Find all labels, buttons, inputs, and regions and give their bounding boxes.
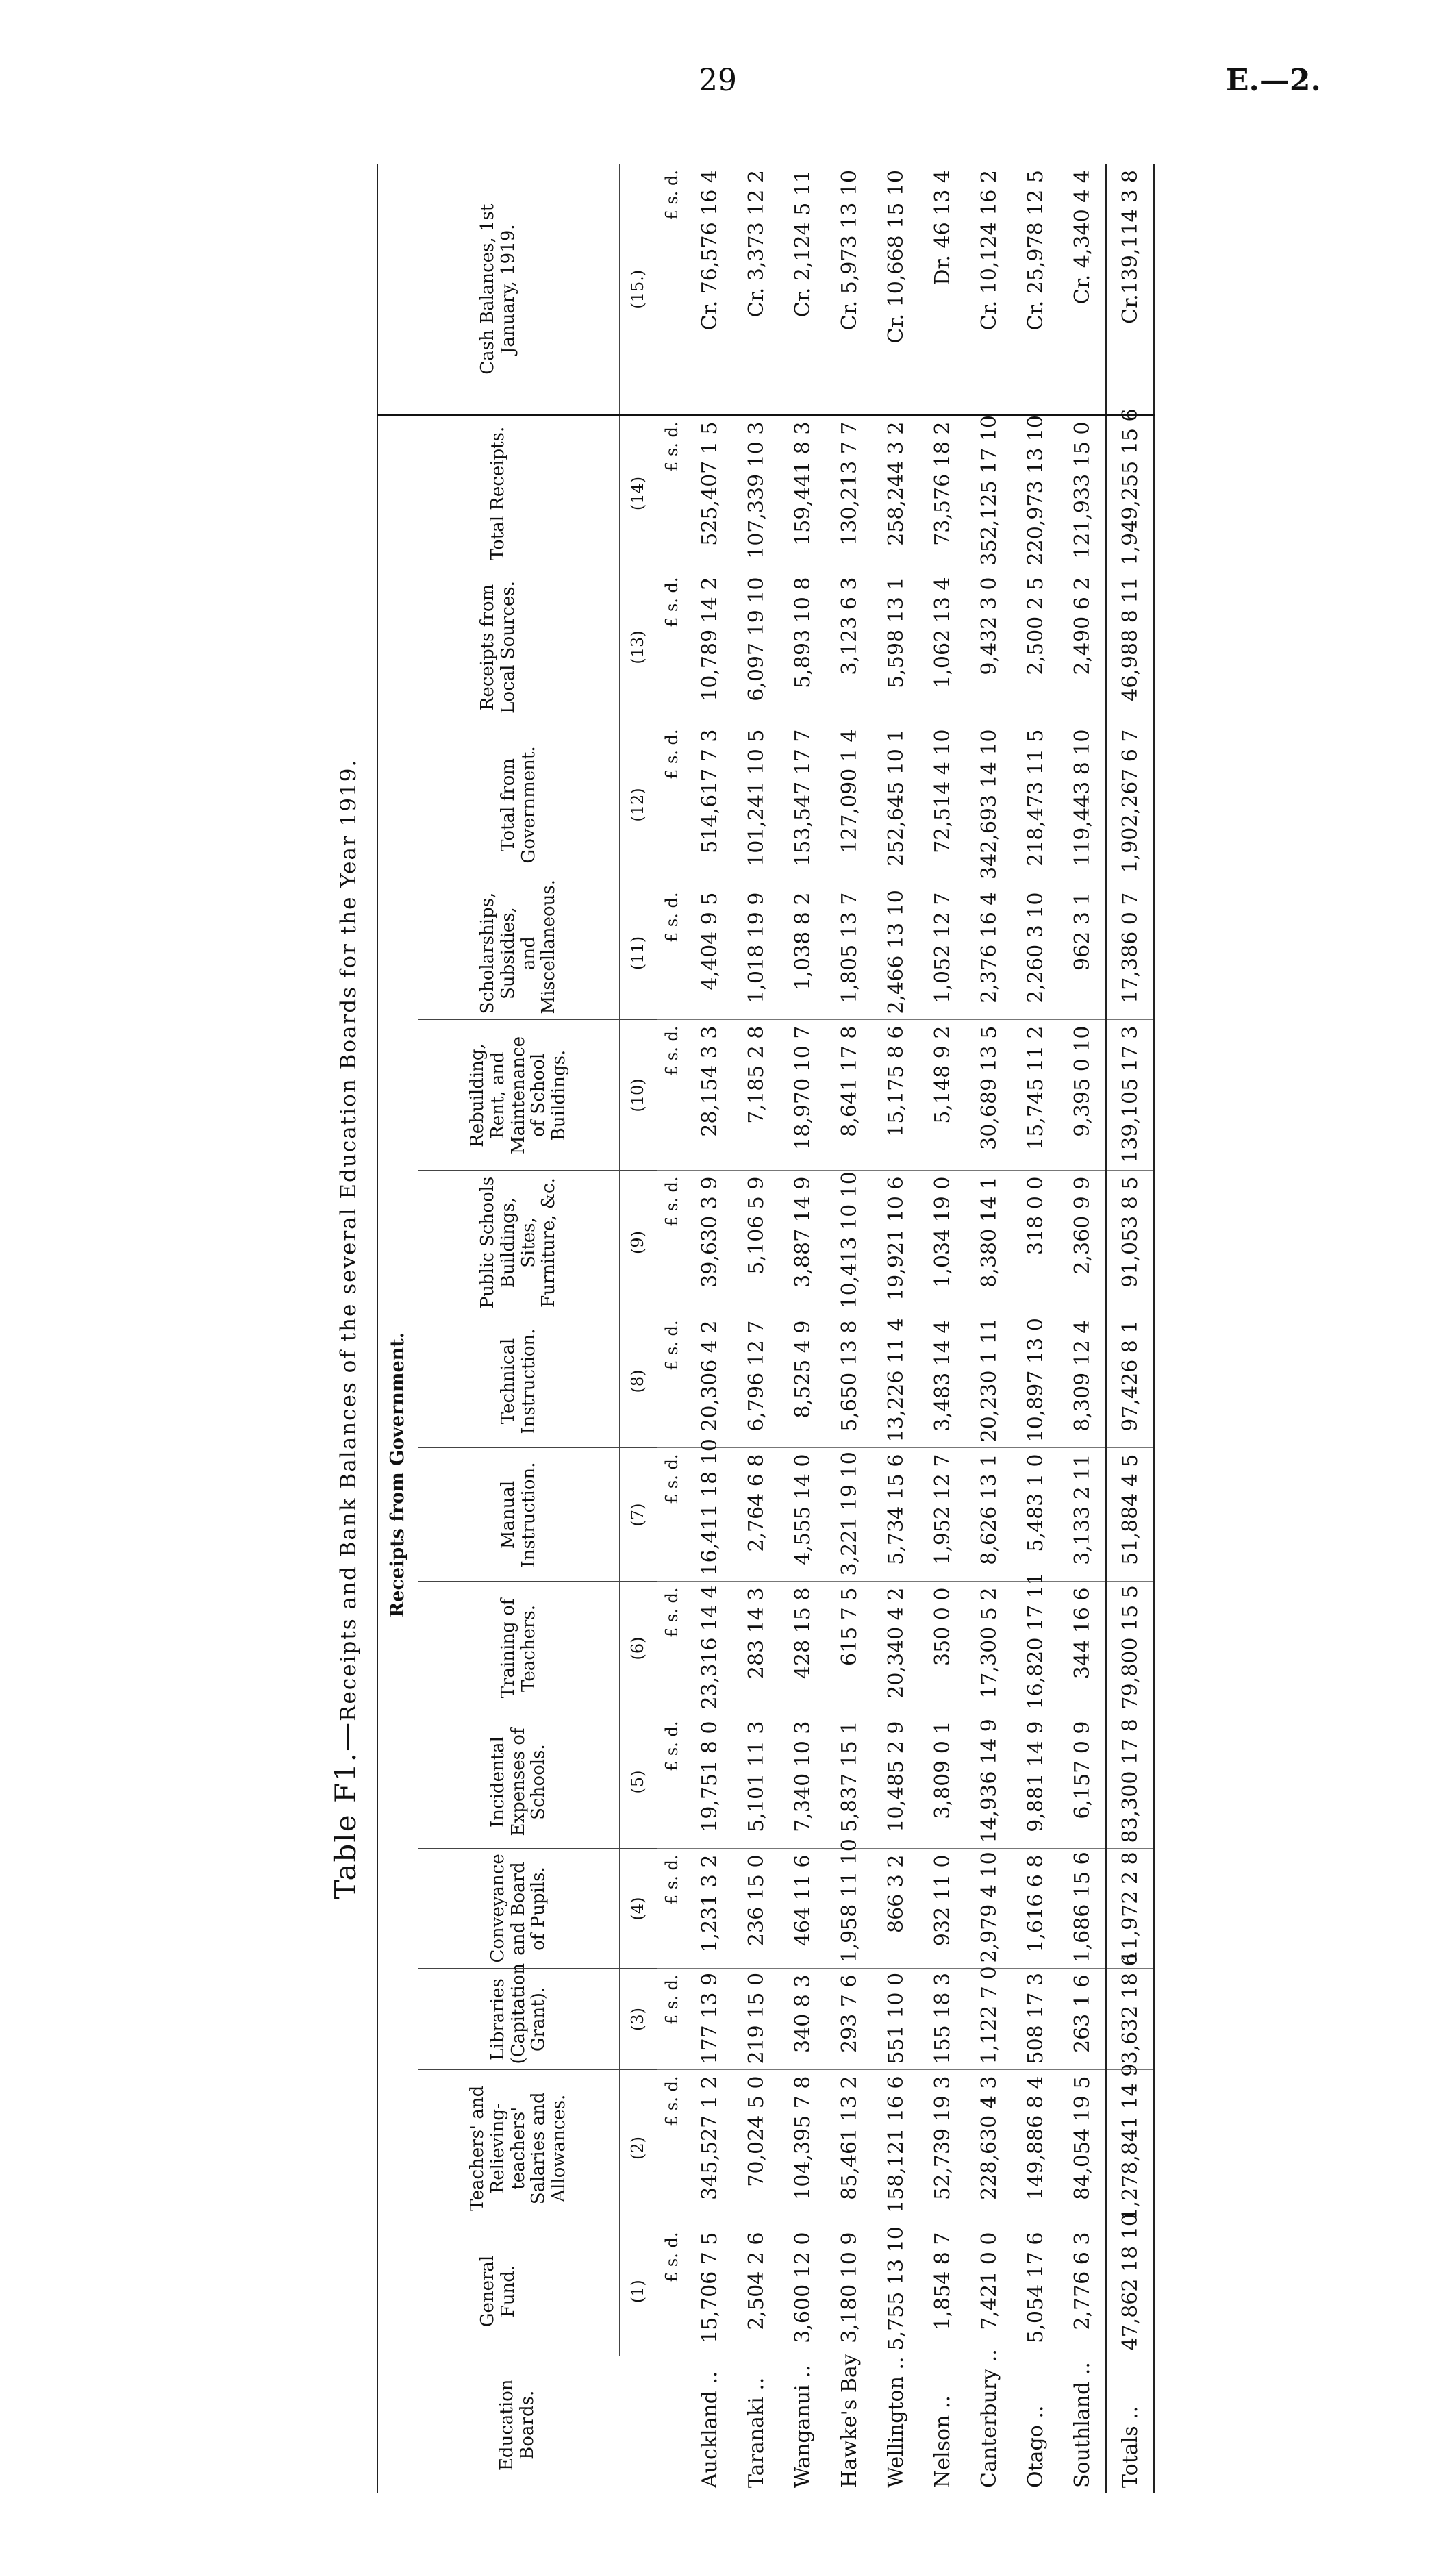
col-incidental-header: Incidental Expenses of Schools.	[418, 1715, 620, 1849]
cell-c8: 8,309 12 4	[1059, 1314, 1106, 1448]
cell-c3: 293 7 6	[826, 1969, 873, 2070]
cell-c14: 352,125 17 10	[966, 415, 1012, 571]
board-name: Nelson ..	[930, 2395, 955, 2488]
cell-c9: 3,887 14 9	[779, 1171, 826, 1314]
cell-c10: 8,641 17 8	[826, 1020, 873, 1171]
cell-c14: 525,407 1 5	[686, 415, 733, 571]
cell-c3: 155 18 3	[919, 1969, 966, 2070]
cell-c8: 20,306 4 2	[686, 1314, 733, 1448]
cell-c2: 52,739 19 3	[919, 2070, 966, 2226]
col-number: (11)	[620, 886, 657, 1020]
cell-c6: 615 7 5	[826, 1582, 873, 1715]
cell-c15: Cr. 25,978 12 5	[1012, 164, 1059, 415]
board-name: Hawke's Bay	[837, 2354, 862, 2488]
units-cell: £ s. d.	[657, 1715, 687, 1849]
cell-c13: 5,598 13 1	[873, 571, 919, 723]
cell-c1: 5,755 13 10	[873, 2226, 919, 2356]
cell-c9: 2,360 9 9	[1059, 1171, 1106, 1314]
cell-c3: 508 17 3	[1012, 1969, 1059, 2070]
cell-c3: 1,122 7 0	[966, 1969, 1012, 2070]
col-number: (2)	[620, 2070, 657, 2226]
cell-c13: 2,500 2 5	[1012, 571, 1059, 723]
col-number: (13)	[620, 571, 657, 723]
cell-c1: 3,600 12 0	[779, 2226, 826, 2356]
cell-c2: 84,054 19 5	[1059, 2070, 1106, 2226]
cell-c6: 344 16 6	[1059, 1582, 1106, 1715]
cell-c11: 1,018 19 9	[733, 886, 779, 1020]
cell-c14: 220,973 13 10	[1012, 415, 1059, 571]
cell-c3: 3,632 18 6	[1106, 1969, 1154, 2070]
cell-c10: 139,105 17 3	[1106, 1020, 1154, 1171]
col-number: (6)	[620, 1582, 657, 1715]
cell-c11: 1,052 12 7	[919, 886, 966, 1020]
cell-c10: 15,745 11 2	[1012, 1020, 1059, 1171]
cell-c7: 1,952 12 7	[919, 1448, 966, 1582]
units-cell: £ s. d.	[657, 1020, 687, 1171]
cell-c5: 5,837 15 1	[826, 1715, 873, 1849]
board-name: Canterbury ..	[977, 2349, 1001, 2488]
cell-c15: Cr. 76,576 16 4	[686, 164, 733, 415]
cell-c4: 236 15 0	[733, 1849, 779, 1969]
cell-c2: 345,527 1 2	[686, 2070, 733, 2226]
cell-c14: 258,244 3 2	[873, 415, 919, 571]
col-total-government-header: Total from Government.	[418, 723, 620, 886]
cell-c15: Cr. 3,373 12 2	[733, 164, 779, 415]
units-cell: £ s. d.	[657, 1314, 687, 1448]
board-name: Auckland ..	[697, 2371, 722, 2488]
cell-c9: 10,413 10 10	[826, 1171, 873, 1314]
cell-c5: 10,485 2 9	[873, 1715, 919, 1849]
table-row	[686, 164, 733, 2493]
cell-c6: 20,340 4 2	[873, 1582, 919, 1715]
cell-c4: 1,686 15 6	[1059, 1849, 1106, 1969]
cell-c9: 318 0 0	[1012, 1171, 1059, 1314]
cell-c13: 3,123 6 3	[826, 571, 873, 723]
col-number: (3)	[620, 1969, 657, 2070]
cell-c2: 104,395 7 8	[779, 2070, 826, 2226]
col-scholarships-header: Scholarships, Subsidies, and Miscellaneous.	[418, 886, 620, 1020]
cell-c5: 19,751 8 0	[686, 1715, 733, 1849]
cell-c15: Cr. 4,340 4 4	[1059, 164, 1106, 415]
cell-c6: 17,300 5 2	[966, 1582, 1012, 1715]
cell-c9: 91,053 8 5	[1106, 1171, 1154, 1314]
col-number: (4)	[620, 1849, 657, 1969]
col-total-receipts-header: Total Receipts.	[377, 415, 620, 571]
col-number: (7)	[620, 1448, 657, 1582]
cell-c3: 340 8 3	[779, 1969, 826, 2070]
cell-c4: 2,979 4 10	[966, 1849, 1012, 1969]
cell-c4: 1,231 3 2	[686, 1849, 733, 1969]
cell-c3: 263 1 6	[1059, 1969, 1106, 2070]
cell-c5: 5,101 11 3	[733, 1715, 779, 1849]
table-row	[873, 164, 919, 2493]
table-row	[826, 164, 873, 2493]
cell-c11: 2,260 3 10	[1012, 886, 1059, 1020]
cell-c14: 130,213 7 7	[826, 415, 873, 571]
cell-c4: 1,958 11 10	[826, 1849, 873, 1969]
cell-c9: 1,034 19 0	[919, 1171, 966, 1314]
col-number: (14)	[620, 415, 657, 571]
cell-c12: 127,090 1 4	[826, 723, 873, 886]
cell-c1: 2,776 6 3	[1059, 2226, 1106, 2356]
col-public-buildings-header: Public Schools Buildings, Sites, Furniture, &c.	[418, 1171, 620, 1314]
cell-c15: Cr. 10,124 16 2	[966, 164, 1012, 415]
table-row	[919, 164, 966, 2493]
cell-c4: 464 11 6	[779, 1849, 826, 1969]
cell-c13: 10,789 14 2	[686, 571, 733, 723]
col-local-sources-header: Receipts from Local Sources.	[377, 571, 620, 723]
cell-c8: 3,483 14 4	[919, 1314, 966, 1448]
cell-c3: 551 10 0	[873, 1969, 919, 2070]
cell-c7: 16,411 18 10	[686, 1448, 733, 1582]
cell-c10: 5,148 9 2	[919, 1020, 966, 1171]
cell-c13: 9,432 3 0	[966, 571, 1012, 723]
col-salaries-header: Teachers' and Relieving-teachers' Salaries and Allowances.	[418, 2070, 620, 2226]
caption-title: Receipts and Bank Balances of the several Education Boards for the Year 1919.	[336, 758, 361, 1721]
units-cell: £ s. d.	[657, 2070, 687, 2226]
col-training-header: Training of Teachers.	[418, 1582, 620, 1715]
cell-c11: 962 3 1	[1059, 886, 1106, 1020]
group-heading: Receipts from Government.	[377, 723, 418, 2226]
cell-c12: 342,693 14 10	[966, 723, 1012, 886]
cell-c10: 15,175 8 6	[873, 1020, 919, 1171]
cell-c12: 252,645 10 1	[873, 723, 919, 886]
cell-c11: 1,038 8 2	[779, 886, 826, 1020]
col-number: (8)	[620, 1314, 657, 1448]
cell-c1: 15,706 7 5	[686, 2226, 733, 2356]
cell-c5: 7,340 10 3	[779, 1715, 826, 1849]
cell-c13: 5,893 10 8	[779, 571, 826, 723]
cell-c7: 3,221 19 10	[826, 1448, 873, 1582]
cell-c13: 2,490 6 2	[1059, 571, 1106, 723]
cell-c11: 2,376 16 4	[966, 886, 1012, 1020]
cell-c12: 72,514 4 10	[919, 723, 966, 886]
cell-c8: 20,230 1 11	[966, 1314, 1012, 1448]
cell-c5: 14,936 14 9	[966, 1715, 1012, 1849]
cell-c1: 1,854 8 7	[919, 2226, 966, 2356]
units-cell: £ s. d.	[657, 571, 687, 723]
cell-c8: 8,525 4 9	[779, 1314, 826, 1448]
cell-c9: 19,921 10 6	[873, 1171, 919, 1314]
rotated-table-region	[329, 164, 1397, 2493]
cell-c2: 85,461 13 2	[826, 2070, 873, 2226]
cell-c4: 11,972 2 8	[1106, 1849, 1154, 1969]
cell-c7: 4,555 14 0	[779, 1448, 826, 1582]
cell-c14: 107,339 10 3	[733, 415, 779, 571]
units-row	[657, 164, 687, 2493]
cell-c7: 5,483 1 0	[1012, 1448, 1059, 1582]
cell-c10: 28,154 3 3	[686, 1020, 733, 1171]
cell-c10: 18,970 10 7	[779, 1020, 826, 1171]
units-cell: £ s. d.	[657, 1969, 687, 2070]
cell-c13: 6,097 19 10	[733, 571, 779, 723]
cell-c9: 39,630 3 9	[686, 1171, 733, 1314]
table-row	[1059, 164, 1106, 2493]
cell-c15: Cr. 10,668 15 10	[873, 164, 919, 415]
cell-c7: 5,734 15 6	[873, 1448, 919, 1582]
cell-c12: 218,473 11 5	[1012, 723, 1059, 886]
cell-c2: 70,024 5 0	[733, 2070, 779, 2226]
cell-c15: Cr. 5,973 13 10	[826, 164, 873, 415]
cell-c8: 97,426 8 1	[1106, 1314, 1154, 1448]
cell-c2: 1,278,841 14 9	[1106, 2070, 1154, 2226]
cell-c11: 1,805 13 7	[826, 886, 873, 1020]
col-rebuilding-header: Rebuilding, Rent, and Maintenance of School Buildings.	[418, 1020, 620, 1171]
cell-c2: 158,121 16 6	[873, 2070, 919, 2226]
cell-c6: 350 0 0	[919, 1582, 966, 1715]
col-technical-header: Technical Instruction.	[418, 1314, 620, 1448]
cell-c7: 51,884 4 5	[1106, 1448, 1154, 1582]
board-name: Totals ..	[1106, 2356, 1154, 2493]
cell-c11: 4,404 9 5	[686, 886, 733, 1020]
units-cell: £ s. d.	[657, 886, 687, 1020]
col-libraries-header: Libraries (Capitation Grant).	[418, 1969, 620, 2070]
cell-c10: 9,395 0 10	[1059, 1020, 1106, 1171]
cell-c11: 17,386 0 7	[1106, 886, 1154, 1020]
table-row	[733, 164, 779, 2493]
cell-c12: 153,547 17 7	[779, 723, 826, 886]
board-name: Wanganui ..	[790, 2365, 815, 2488]
units-cell: £ s. d.	[657, 164, 687, 415]
cell-c10: 30,689 13 5	[966, 1020, 1012, 1171]
cell-c5: 9,881 14 9	[1012, 1715, 1059, 1849]
table-caption	[329, 164, 362, 2493]
cell-c9: 5,106 5 9	[733, 1171, 779, 1314]
board-name: Taranaki ..	[744, 2377, 768, 2488]
units-cell: £ s. d.	[657, 1582, 687, 1715]
col-number: (1)	[620, 2226, 657, 2356]
cell-c8: 6,796 12 7	[733, 1314, 779, 1448]
cell-c7: 3,133 2 11	[1059, 1448, 1106, 1582]
cell-c1: 3,180 10 9	[826, 2226, 873, 2356]
board-name: Southland ..	[1070, 2362, 1094, 2488]
table-row	[966, 164, 1012, 2493]
cell-c12: 119,443 8 10	[1059, 723, 1106, 886]
cell-c5: 6,157 0 9	[1059, 1715, 1106, 1849]
cell-c2: 228,630 4 3	[966, 2070, 1012, 2226]
col-general-fund-header: General Fund.	[377, 2226, 620, 2356]
cell-c8: 13,226 11 4	[873, 1314, 919, 1448]
cell-c4: 866 3 2	[873, 1849, 919, 1969]
cell-c3: 177 13 9	[686, 1969, 733, 2070]
cell-c4: 1,616 6 8	[1012, 1849, 1059, 1969]
cell-c14: 121,933 15 0	[1059, 415, 1106, 571]
cell-c2: 149,886 8 4	[1012, 2070, 1059, 2226]
cell-c15: Cr.139,114 3 8	[1106, 164, 1154, 415]
col-manual-header: Manual Instruction.	[418, 1448, 620, 1582]
cell-c6: 428 15 8	[779, 1582, 826, 1715]
cell-c7: 8,626 13 1	[966, 1448, 1012, 1582]
cell-c6: 23,316 14 4	[686, 1582, 733, 1715]
cell-c12: 101,241 10 5	[733, 723, 779, 886]
cell-c8: 5,650 13 8	[826, 1314, 873, 1448]
receipts-table	[377, 164, 1155, 2493]
units-cell: £ s. d.	[657, 415, 687, 571]
report-code: E.—2.	[1226, 63, 1321, 98]
cell-c6: 283 14 3	[733, 1582, 779, 1715]
cell-c15: Dr. 46 13 4	[919, 164, 966, 415]
units-cell: £ s. d.	[657, 1849, 687, 1969]
table-row	[1012, 164, 1059, 2493]
board-header: Education Boards.	[377, 2356, 657, 2493]
col-number: (12)	[620, 723, 657, 886]
cell-c3: 219 15 0	[733, 1969, 779, 2070]
col-number: (5)	[620, 1715, 657, 1849]
cell-c12: 1,902,267 6 7	[1106, 723, 1154, 886]
col-number: (15.)	[620, 164, 657, 415]
units-cell: £ s. d.	[657, 2226, 687, 2356]
board-name: Otago ..	[1023, 2405, 1048, 2488]
cell-c1: 5,054 17 6	[1012, 2226, 1059, 2356]
units-cell: £ s. d.	[657, 1171, 687, 1314]
cell-c13: 1,062 13 4	[919, 571, 966, 723]
cell-c6: 16,820 17 11	[1012, 1582, 1059, 1715]
cell-c12: 514,617 7 3	[686, 723, 733, 886]
cell-c15: Cr. 2,124 5 11	[779, 164, 826, 415]
col-conveyance-header: Conveyance and Board of Pupils.	[418, 1849, 620, 1969]
cell-c6: 79,800 15 5	[1106, 1582, 1154, 1715]
cell-c1: 47,862 18 10	[1106, 2226, 1154, 2356]
cell-c8: 10,897 13 0	[1012, 1314, 1059, 1448]
caption-prefix: Table F1.—	[329, 1721, 362, 1899]
cell-c7: 2,764 6 8	[733, 1448, 779, 1582]
cell-c1: 7,421 0 0	[966, 2226, 1012, 2356]
units-cell: £ s. d.	[657, 723, 687, 886]
page-number: 29	[699, 63, 737, 98]
board-name: Wellington ..	[883, 2356, 908, 2488]
cell-c4: 932 11 0	[919, 1849, 966, 1969]
cell-c1: 2,504 2 6	[733, 2226, 779, 2356]
totals-row	[1106, 164, 1154, 2493]
cell-c13: 46,988 8 11	[1106, 571, 1154, 723]
cell-c14: 73,576 18 2	[919, 415, 966, 571]
cell-c11: 2,466 13 10	[873, 886, 919, 1020]
cell-c10: 7,185 2 8	[733, 1020, 779, 1171]
col-number: (10)	[620, 1020, 657, 1171]
cell-c14: 159,441 8 3	[779, 415, 826, 571]
cell-c5: 83,300 17 8	[1106, 1715, 1154, 1849]
cell-c9: 8,380 14 1	[966, 1171, 1012, 1314]
table-row	[779, 164, 826, 2493]
cell-c14: 1,949,255 15 6	[1106, 415, 1154, 571]
units-cell: £ s. d.	[657, 1448, 687, 1582]
cell-c5: 3,809 0 1	[919, 1715, 966, 1849]
col-number: (9)	[620, 1171, 657, 1314]
units-blank	[657, 2356, 687, 2493]
col-cash-balances-header: Cash Balances, 1st January, 1919.	[377, 164, 620, 415]
